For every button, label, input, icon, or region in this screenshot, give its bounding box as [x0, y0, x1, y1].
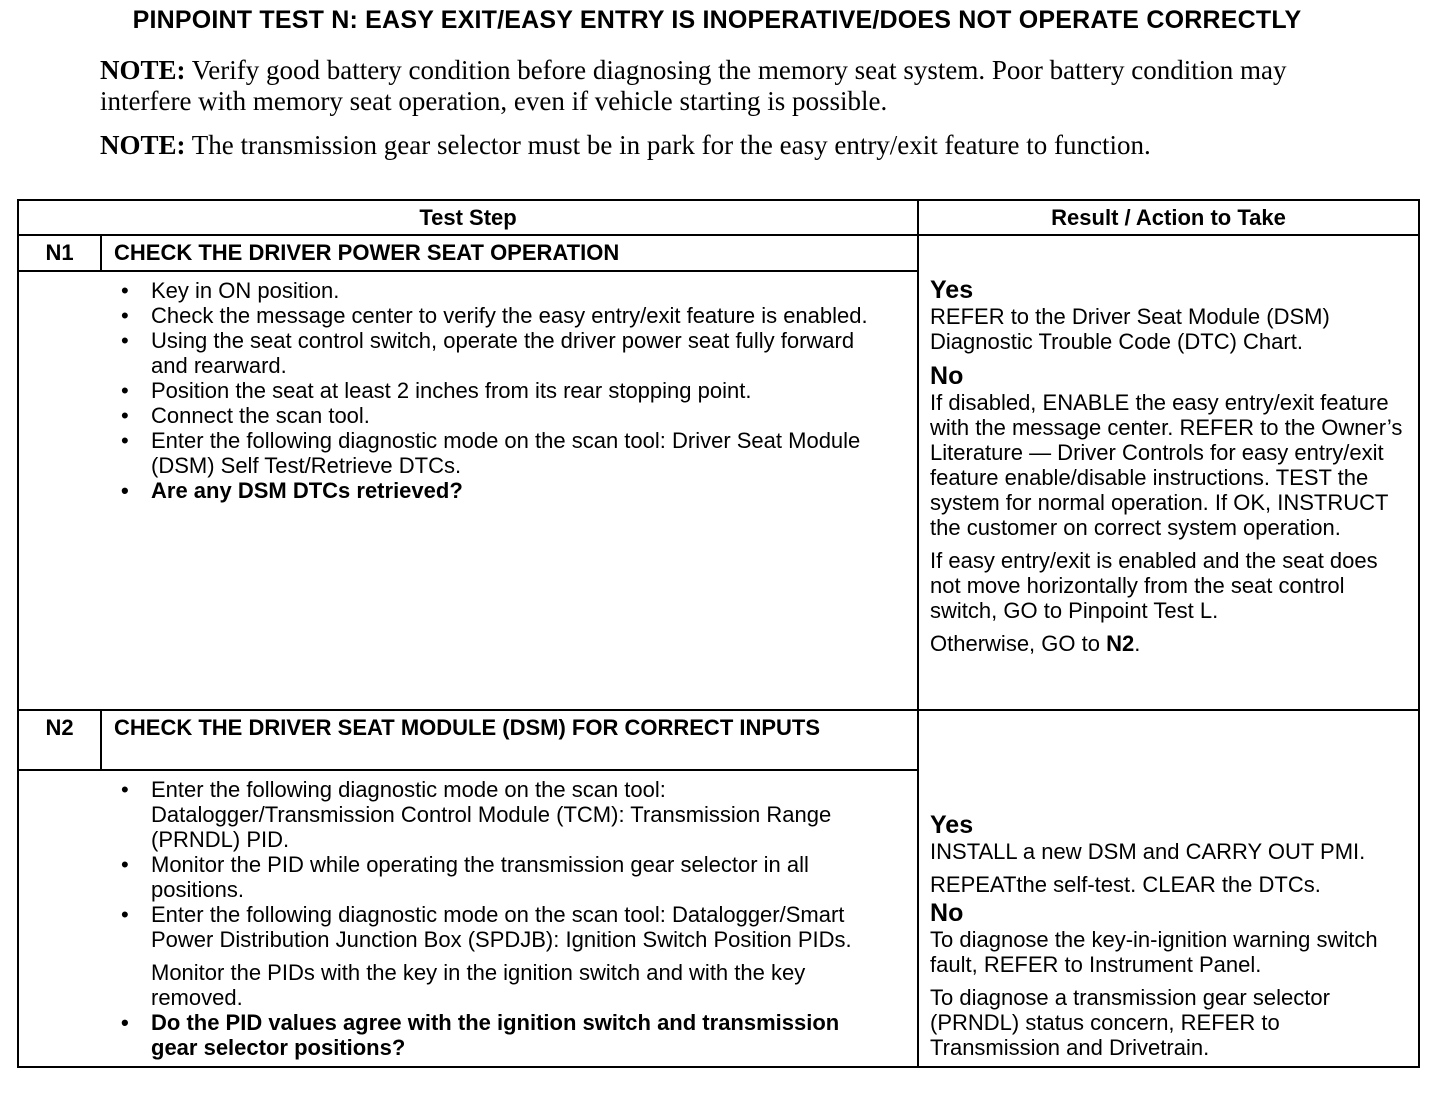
- list-item: • Monitor the PID while operating the transmission gear selector in all positions.: [151, 852, 887, 902]
- no-action: To diagnose the key-in-ignition warning switch fault, REFER to Instrument Panel.: [930, 927, 1378, 977]
- yes-label: Yes: [930, 276, 974, 304]
- table-header-row: [18, 200, 1419, 235]
- step-n1-result: [918, 235, 1419, 710]
- list-item: • Enter the following diagnostic mode on the scan tool: Driver Seat Module (DSM) Self Test/Retrieve DTCs.: [151, 428, 887, 478]
- step-question: • Are any DSM DTCs retrieved?: [151, 478, 887, 503]
- goto-suffix: .: [1134, 631, 1141, 656]
- step-n2-result: [918, 710, 1419, 1067]
- list-item: • Connect the scan tool.: [151, 403, 887, 428]
- step-bullet-list: [121, 777, 887, 952]
- step-n1-procedure: [101, 271, 918, 710]
- step-id: N2: [18, 710, 101, 770]
- goto-prefix: Otherwise, GO to: [930, 631, 1107, 656]
- yes-label: Yes: [930, 811, 974, 839]
- note-battery: [100, 55, 1310, 117]
- header-test-step: Test Step: [18, 200, 918, 235]
- step-n2-title-row: [18, 710, 1419, 770]
- no-action: To diagnose a transmission gear selector (PRNDL) status concern, REFER to Transmission and Drivetrain.: [930, 985, 1330, 1060]
- step-n1-title-row: [18, 235, 1419, 271]
- no-action: If disabled, ENABLE the easy entry/exit feature with the message center. REFER to the Owner’s Literature — Driver Controls for easy entry/exit feature enable/disable instructions. TEST the system for normal operation. If OK, INSTRUCT the customer on correct system operation.: [930, 390, 1403, 540]
- step-id: N1: [18, 235, 101, 271]
- note-text: The transmission gear selector must be in park for the easy entry/exit feature to function.: [185, 130, 1151, 160]
- list-item: • Check the message center to verify the easy entry/exit feature is enabled.: [151, 303, 887, 328]
- pinpoint-test-table: [17, 199, 1420, 1068]
- no-action: If easy entry/exit is enabled and the seat does not move horizontally from the seat control switch, GO to Pinpoint Test L.: [930, 548, 1378, 623]
- step-bullet-list: [121, 278, 887, 503]
- step-n2-procedure: [101, 770, 918, 1067]
- header-result: Result / Action to Take: [918, 200, 1419, 235]
- list-item: • Enter the following diagnostic mode on the scan tool: Datalogger/Transmission Control Module (TCM): Transmission Range (PRNDL) PID.: [151, 777, 887, 852]
- step-bullet-list: [121, 1010, 887, 1060]
- step-title: CHECK THE DRIVER SEAT MODULE (DSM) FOR CORRECT INPUTS: [101, 710, 918, 770]
- no-label: No: [930, 899, 964, 927]
- list-item: • Using the seat control switch, operate the driver power seat fully forward and rearward.: [151, 328, 887, 378]
- step-title: CHECK THE DRIVER POWER SEAT OPERATION: [101, 235, 918, 271]
- yes-action: INSTALL a new DSM and CARRY OUT PMI.: [930, 839, 1366, 864]
- note-label: NOTE:: [100, 130, 186, 160]
- note-transmission: [100, 130, 1310, 161]
- step-question: • Do the PID values agree with the ignition switch and transmission gear selector positions?: [151, 1010, 887, 1060]
- list-item: • Enter the following diagnostic mode on the scan tool: Datalogger/Smart Power Distribution Junction Box (SPDJB): Ignition Switch Position PIDs.: [151, 902, 887, 952]
- page-title: PINPOINT TEST N: EASY EXIT/EASY ENTRY IS INOPERATIVE/DOES NOT OPERATE CORRECTLY: [132, 6, 1302, 34]
- yes-action: REFER to the Driver Seat Module (DSM) Diagnostic Trouble Code (DTC) Chart.: [930, 304, 1330, 354]
- no-action-goto: [930, 631, 1404, 656]
- list-item: • Key in ON position.: [151, 278, 887, 303]
- step-id-spacer: [18, 271, 101, 710]
- no-label: No: [930, 362, 964, 390]
- yes-action: REPEATthe self-test. CLEAR the DTCs.: [930, 872, 1321, 897]
- note-label: NOTE:: [100, 55, 186, 85]
- note-text: Verify good battery condition before diagnosing the memory seat system. Poor battery condition may interfere with memory seat operation, even if vehicle starting is possible.: [100, 55, 1287, 116]
- goto-step-link[interactable]: N2: [1106, 631, 1135, 656]
- step-continuation: Monitor the PIDs with the key in the ignition switch and with the key removed.: [151, 960, 806, 1010]
- list-item: • Position the seat at least 2 inches from its rear stopping point.: [151, 378, 887, 403]
- step-id-spacer: [18, 770, 101, 1067]
